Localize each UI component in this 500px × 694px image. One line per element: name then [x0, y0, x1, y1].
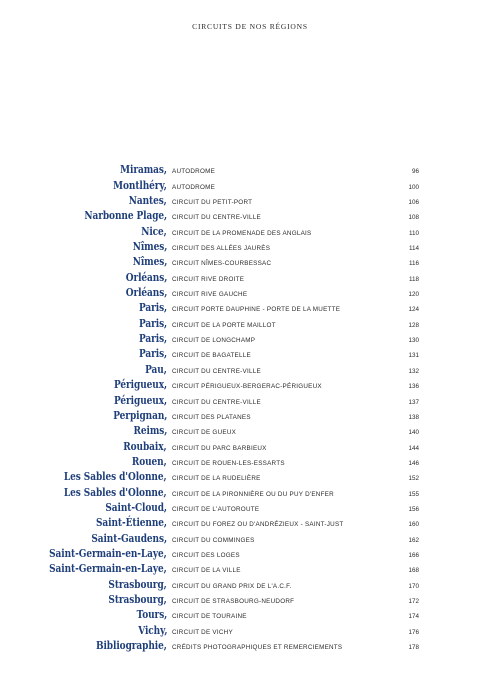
toc-entry [0, 608, 500, 623]
toc-entry [0, 178, 500, 193]
toc-city-name: Saint-Germain-en-Laye, [49, 545, 167, 560]
toc-entry [0, 332, 500, 347]
toc-circuit-name: CIRCUIT DE GUEUX [172, 429, 237, 437]
toc-city-name: Strasbourg, [108, 576, 167, 591]
toc-page-number: 172 [408, 597, 419, 605]
toc-city-name: Périgueux, [113, 377, 167, 392]
toc-entry [0, 240, 500, 255]
toc-city-name: Les Sables d'Olonne, [64, 484, 167, 499]
toc-circuit-name: CIRCUIT DU GRAND PRIX DE L'A.C.F. [172, 582, 292, 590]
toc-entry [0, 409, 500, 424]
toc-entry [0, 316, 500, 331]
toc-circuit-name: CIRCUIT PORTE DAUPHINE - PORTE DE LA MUETTE [172, 306, 341, 314]
toc-entry [0, 455, 500, 470]
toc-page-number: 130 [408, 337, 419, 345]
toc-circuit-name: CIRCUIT DE LA PROMENADE DES ANGLAIS [172, 229, 312, 237]
toc-circuit-name: CIRCUIT DE LA PORTE MAILLOT [172, 321, 276, 329]
toc-city-name: Orléans, [125, 269, 167, 284]
toc-circuit-name: CIRCUIT DU CENTRE-VILLE [172, 367, 261, 375]
toc-entry [0, 393, 500, 408]
page-header: CIRCUITS DE NOS RÉGIONS [192, 22, 308, 31]
toc-page-number: 160 [408, 521, 419, 529]
toc-page-number: 136 [408, 383, 419, 391]
toc-city-name: Perpignan, [112, 407, 167, 422]
toc-city-name: Montlhéry, [113, 177, 167, 192]
toc-page-number: 100 [408, 183, 419, 191]
toc-city-name: Pau, [145, 361, 167, 376]
toc-circuit-name: CIRCUIT NÎMES-COURBESSAC [172, 260, 272, 268]
toc-city-name: Paris, [138, 346, 167, 361]
toc-page-number: 124 [408, 306, 419, 314]
toc-circuit-name: CIRCUIT DU CENTRE-VILLE [172, 214, 261, 222]
toc-entry [0, 224, 500, 239]
toc-entry [0, 623, 500, 638]
toc-circuit-name: CIRCUIT DU FOREZ OU D'ANDRÉZIEUX - SAINT-JUST [172, 521, 344, 529]
toc-circuit-name: AUTODROME [172, 168, 216, 176]
toc-circuit-name: CIRCUIT DE LA VILLE [172, 567, 241, 575]
toc-page-number: 174 [408, 613, 419, 621]
toc-city-name: Rouen, [132, 453, 167, 468]
toc-city-name: Nantes, [128, 193, 167, 208]
toc-page-number: 152 [408, 475, 419, 483]
toc-city-name: Vichy, [137, 622, 167, 637]
table-of-contents [0, 163, 500, 654]
toc-circuit-name: CIRCUIT DE L'AUTOROUTE [172, 505, 260, 513]
toc-page-number: 156 [408, 505, 419, 513]
toc-entry [0, 270, 500, 285]
toc-city-name: Bibliographie, [96, 638, 167, 652]
toc-city-name: Narbonne Plage, [84, 208, 167, 223]
toc-circuit-name: CIRCUIT DE STRASBOURG-NEUDORF [172, 597, 295, 605]
toc-page-number: 176 [408, 628, 419, 636]
toc-circuit-name: CIRCUIT PÉRIGUEUX-BERGERAC-PÉRIGUEUX [172, 383, 322, 391]
toc-city-name: Miramas, [120, 162, 167, 177]
toc-circuit-name: CIRCUIT DU COMMINGES [172, 536, 255, 544]
toc-page-number: 108 [408, 214, 419, 222]
toc-entry [0, 255, 500, 270]
toc-entry [0, 209, 500, 224]
toc-city-name: Strasbourg, [108, 591, 167, 606]
toc-page-number: 131 [408, 352, 419, 360]
toc-circuit-name: CRÉDITS PHOTOGRAPHIQUES ET REMERCIEMENTS [172, 644, 343, 651]
toc-city-name: Périgueux, [113, 392, 167, 407]
toc-city-name: Les Sables d'Olonne, [64, 469, 167, 484]
toc-city-name: Saint-Germain-en-Laye, [49, 561, 167, 576]
toc-entry [0, 531, 500, 546]
toc-city-name: Nîmes, [132, 239, 167, 254]
toc-page-number: 132 [408, 367, 419, 375]
toc-city-name: Nice, [141, 223, 167, 238]
toc-page-number: 155 [408, 490, 419, 498]
toc-entry [0, 286, 500, 301]
toc-page-number: 116 [408, 260, 419, 268]
toc-page-number: 118 [408, 275, 419, 283]
toc-entry [0, 301, 500, 316]
toc-page-number: 96 [411, 168, 419, 176]
toc-page-number: 106 [408, 199, 419, 207]
toc-city-name: Paris, [138, 300, 167, 315]
toc-circuit-name: CIRCUIT DE VICHY [172, 628, 233, 636]
toc-city-name: Paris, [138, 331, 167, 346]
toc-circuit-name: CIRCUIT RIVE DROITE [172, 275, 245, 283]
toc-circuit-name: CIRCUIT DE LA RUDELIÈRE [172, 475, 261, 483]
toc-circuit-name: CIRCUIT DU PETIT-PORT [172, 199, 253, 207]
toc-circuit-name: CIRCUIT DE BAGATELLE [172, 352, 251, 360]
toc-circuit-name: CIRCUIT DE TOURAINE [172, 613, 247, 621]
toc-circuit-name: CIRCUIT DES ALLÉES JAURÈS [172, 245, 271, 253]
toc-page-number: 168 [408, 567, 419, 575]
toc-page-number: 114 [408, 245, 419, 253]
toc-entry [0, 194, 500, 209]
toc-city-name: Orléans, [125, 285, 167, 300]
toc-city-name: Paris, [138, 315, 167, 330]
toc-entry [0, 362, 500, 377]
toc-city-name: Tours, [136, 607, 167, 622]
toc-circuit-name: CIRCUIT RIVE GAUCHE [172, 291, 248, 299]
toc-entry [0, 485, 500, 500]
toc-entry [0, 593, 500, 608]
toc-page-number: 178 [408, 644, 419, 651]
toc-circuit-name: CIRCUIT DE LONGCHAMP [172, 337, 256, 345]
toc-circuit-name: CIRCUIT DU CENTRE-VILLE [172, 398, 261, 406]
toc-city-name: Reims, [133, 423, 167, 438]
toc-page-number: 162 [408, 536, 419, 544]
toc-entry [0, 562, 500, 577]
toc-circuit-name: CIRCUIT DE LA PIRONNIÈRE OU DU PUY D'ENFER [172, 490, 334, 498]
toc-page-number: 138 [408, 413, 419, 421]
toc-entry [0, 577, 500, 592]
toc-page-number: 137 [408, 398, 419, 406]
toc-city-name: Saint-Étienne, [96, 515, 167, 530]
toc-city-name: Nîmes, [132, 254, 167, 269]
toc-entry [0, 347, 500, 362]
toc-entry [0, 424, 500, 439]
toc-circuit-name: CIRCUIT DU PARC BARBIEUX [172, 444, 267, 452]
toc-entry [0, 470, 500, 485]
toc-page-number: 120 [408, 291, 419, 299]
toc-circuit-name: CIRCUIT DES PLATANES [172, 413, 251, 421]
toc-circuit-name: CIRCUIT DES LOGES [172, 551, 240, 559]
toc-page-number: 146 [408, 459, 419, 467]
toc-page-number: 166 [408, 551, 419, 559]
toc-circuit-name: CIRCUIT DE ROUEN-LES-ESSARTS [172, 459, 285, 467]
toc-page-number: 144 [408, 444, 419, 452]
toc-page-number: 170 [408, 582, 419, 590]
toc-entry [0, 639, 500, 654]
toc-entry [0, 547, 500, 562]
toc-city-name: Roubaix, [123, 438, 167, 453]
toc-entry [0, 439, 500, 454]
toc-entry [0, 501, 500, 516]
toc-city-name: Saint-Gaudens, [91, 530, 167, 545]
toc-page-number: 140 [408, 429, 419, 437]
toc-page-number: 110 [408, 229, 419, 237]
toc-city-name: Saint-Cloud, [105, 499, 167, 514]
toc-page-number: 128 [408, 321, 419, 329]
toc-entry [0, 378, 500, 393]
toc-entry [0, 163, 500, 178]
toc-circuit-name: AUTODROME [172, 183, 216, 191]
toc-entry [0, 516, 500, 531]
